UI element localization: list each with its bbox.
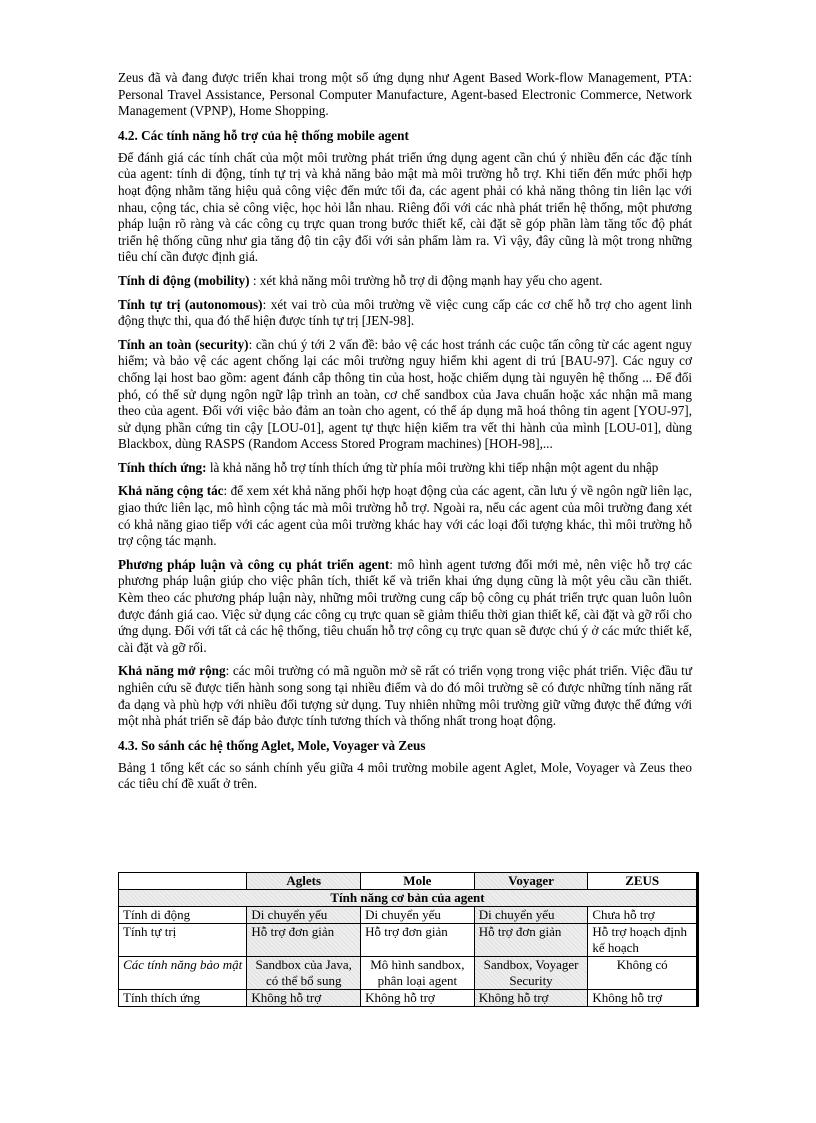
mobility-term: Tính di động (mobility) xyxy=(118,272,250,288)
extend-text: : các môi trường có mã nguồn mở sẽ rất có triển vọng trong việc phát triển. Việc đầu tư nghiên cứu sẽ được tiến hành song song tại nhiều điểm và do đó môi trường sẽ có được những tính năng rất đa dạng và phù hợp với nhiều đối tượng sử dụng. Tuy nhiên những môi trường giữ vững được thế đứng với một nhà phát triển sẽ đáp bảo được tính tương thích và thống nhất trong hoạt động. xyxy=(118,663,692,729)
cell-aglets-mobility: Di chuyển yếu xyxy=(247,907,361,924)
table-intro-paragraph: Bảng 1 tổng kết các so sánh chính yếu giữa 4 môi trường mobile agent Aglet, Mole, Voyager và Zeus theo các tiêu chí đề xuất ở trên. xyxy=(118,759,692,792)
header-cell-empty xyxy=(119,873,247,890)
cell-voyager-adaptability: Không hỗ trợ xyxy=(474,990,588,1007)
adapt-term: Tính thích ứng: xyxy=(118,459,207,475)
row-label-autonomy: Tính tự trị xyxy=(119,924,247,957)
cell-mole-adaptability: Không hỗ trợ xyxy=(361,990,475,1007)
header-cell-mole: Mole xyxy=(361,873,475,890)
autonomous-paragraph xyxy=(118,297,692,330)
comparison-table xyxy=(118,872,699,1007)
cell-voyager-mobility: Di chuyển yếu xyxy=(474,907,588,924)
table-row xyxy=(119,907,698,924)
mobility-paragraph xyxy=(118,273,692,290)
header-cell-aglets: Aglets xyxy=(247,873,361,890)
security-paragraph xyxy=(118,337,692,453)
cell-zeus-security: Không có xyxy=(588,957,698,990)
cell-zeus-adaptability: Không hỗ trợ xyxy=(588,990,698,1007)
table-header-row xyxy=(119,873,698,890)
cell-voyager-autonomy: Hỗ trợ đơn giản xyxy=(474,924,588,957)
autonomous-term: Tính tự trị (autonomous) xyxy=(118,296,263,312)
cell-zeus-autonomy: Hỗ trợ hoạch định kế hoạch xyxy=(588,924,698,957)
cell-voyager-security: Sandbox, Voyager Security xyxy=(474,957,588,990)
coop-term: Khả năng cộng tác xyxy=(118,483,224,499)
table-row xyxy=(119,924,698,957)
mobility-text: : xét khả năng môi trường hỗ trợ di động mạnh hay yếu cho agent. xyxy=(249,272,603,288)
cell-mole-mobility: Di chuyển yếu xyxy=(361,907,475,924)
cell-mole-autonomy: Hỗ trợ đơn giản xyxy=(361,924,475,957)
header-cell-zeus: ZEUS xyxy=(588,873,698,890)
table-section-row xyxy=(119,890,698,907)
security-text: : cần chú ý tới 2 vấn đề: bảo vệ các host tránh các cuộc tấn công từ các agent nguy hiểm; và bảo vệ các agent chống lại các môi trường nguy hiểm khi agent di trú [BAU-97]. Các nguy cơ chống lại host bao gồm: agent đánh cắp thông tin của host, hoặc chiếm dụng tài nguyên hệ thống ... Để đối phó, có thể sử dụng ngôn ngữ lập trình an toàn, cơ chế sandbox của Java chuẩn hoặc xác nhận mã mang theo của agent. Đối với việc bảo đảm an toàn cho agent, có thể áp dụng mã hoá thông tin agent [YOU-97], sử dụng phần cứng tin cậy [LOU-01], agent tự thực hiện kiểm tra vết thi hành của mình [LOU-01], dùng Blackbox, dùng RASPS (Random Access Stored Program machines) [HOH-98],... xyxy=(118,336,692,452)
autonomous-text: : xét vai trò của môi trường về việc cung cấp các cơ chế hỗ trợ cho agent linh động thực thi, qua đó thể hiện được tính tự trị [JEN-98]. xyxy=(118,296,693,329)
method-paragraph xyxy=(118,557,692,657)
extend-paragraph xyxy=(118,663,692,729)
intro-paragraph: Zeus đã và đang được triển khai trong một số ứng dụng như Agent Based Work-flow Management, PTA: Personal Travel Assistance, Personal Computer Manufacture, Agent-based Electronic Commerce, Network Management (VPNP), Home Shopping. xyxy=(118,70,692,119)
adapt-paragraph xyxy=(118,460,692,477)
cell-aglets-adaptability: Không hỗ trợ xyxy=(247,990,361,1007)
security-term: Tính an toàn (security) xyxy=(118,336,249,352)
method-text: : mô hình agent tương đối mới mẻ, nên việc hỗ trợ các phương pháp luận giúp cho việc phân tích, thiết kế và triển khai ứng dụng cũng là một yêu cầu cần thiết. Kèm theo các phương pháp luận này, những môi trường cung cấp bộ công cụ phát triển trực quan luôn luôn được đánh giá cao. Việc sử dụng các công cụ trực quan sẽ giảm thiểu thời gian thiết kế, cài đặt và gỡ rối cho ứng dụng. Đối với tất cả các hệ thống, tiêu chuẩn hỗ trợ công cụ trực quan sẽ được chú ý ở các mức thiết kế, cài đặt và gỡ rối. xyxy=(118,556,692,655)
section-heading-4-2: 4.2. Các tính năng hỗ trợ của hệ thống mobile agent xyxy=(118,127,409,143)
document-page xyxy=(118,70,692,800)
section-heading-4-3: 4.3. So sánh các hệ thống Aglet, Mole, Voyager và Zeus xyxy=(118,737,426,753)
coop-paragraph xyxy=(118,483,692,549)
cell-aglets-security: Sandbox của Java, có thể bổ sung xyxy=(247,957,361,990)
evaluation-paragraph: Để đánh giá các tính chất của một môi trường phát triển ứng dụng agent cần chú ý nhiều đến các đặc tính của agent: tính di động, tính tự trị và khả năng bảo mật mà môi trường hỗ trợ. Khi tiến đến mức phối hợp hoạt động nhằm tăng hiệu quả công việc đến mức tối đa, các agent phải có khả năng thông tin liên lạc với nhau, cộng tác, chia sẻ công việc, học hỏi lẫn nhau. Riêng đối với các nhà phát triển hệ thống, một phương pháp luận rõ ràng và các công cụ trực quan trong bước thiết kế, cài đặt sẽ góp phần làm tăng tốc độ phát triển hệ thống cũng như gia tăng độ tin cậy đối với sản phẩm làm ra. Vì vậy, đây cũng là một trong những tiêu chí cần được định giá. xyxy=(118,149,692,265)
table-row xyxy=(119,990,698,1007)
table-row xyxy=(119,957,698,990)
cell-zeus-mobility: Chưa hỗ trợ xyxy=(588,907,698,924)
adapt-text: là khả năng hỗ trợ tính thích ứng từ phía môi trường khi tiếp nhận một agent du nhập xyxy=(206,459,659,475)
extend-term: Khả năng mở rộng xyxy=(118,663,226,679)
row-label-adaptability: Tính thích ứng xyxy=(119,990,247,1007)
header-cell-voyager: Voyager xyxy=(474,873,588,890)
row-label-security: Các tính năng bảo mật xyxy=(119,957,247,990)
cell-aglets-autonomy: Hỗ trợ đơn giản xyxy=(247,924,361,957)
row-label-mobility: Tính di động xyxy=(119,907,247,924)
section-title-cell: Tính năng cơ bản của agent xyxy=(119,890,698,907)
coop-text: : để xem xét khả năng phối hợp hoạt động của các agent, cần lưu ý về ngôn ngữ liên lạc, giao thức liên lạc, mô hình cộng tác mà môi trường hỗ trợ. Ngoài ra, nếu các agent của môi trường đang xét có khả năng giao tiếp với các agent của môi trường khác hay với các loại đối tượng khác, thì môi trường hỗ trợ cộng tác mạnh. xyxy=(118,483,692,549)
cell-mole-security: Mô hình sandbox, phân loại agent xyxy=(361,957,475,990)
method-term: Phương pháp luận và công cụ phát triển agent xyxy=(118,556,390,572)
